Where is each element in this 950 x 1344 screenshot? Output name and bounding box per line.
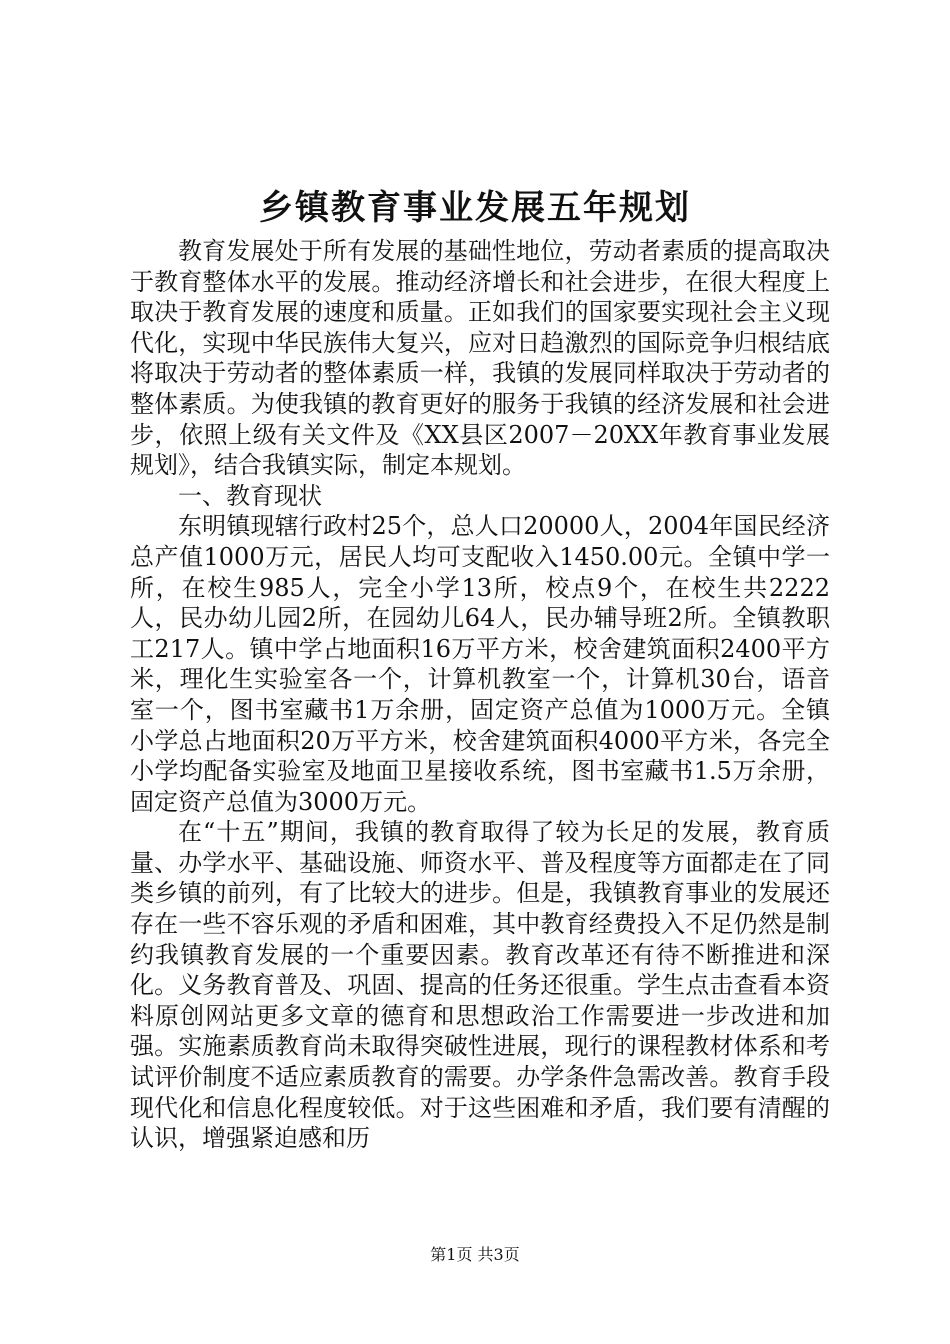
issues-paragraph: 在“十五”期间，我镇的教育取得了较为长足的发展，教育质量、办学水平、基础设施、师资水平、普及程度等方面都走在了同类乡镇的前列，有了比较大的进步。但是，我镇教育事业的发展还存在一些不容乐观的矛盾和困难，其中教育经费投入不足仍然是制约我镇教育发展的一个重要因素。教育改革还有待不断推进和深化。义务教育普及、巩固、提高的任务还很重。学生点击查看本资料原创网站更多文章的德育和思想政治工作需要进一步改进和加强。实施素质教育尚未取得突破性进展，现行的课程教材体系和考试评价制度不适应素质教育的需要。办学条件急需改善。教育手段现代化和信息化程度较低。对于这些困难和矛盾，我们要有清醒的认识，增强紧迫感和历 xyxy=(130,818,830,1153)
document-body xyxy=(130,236,830,1154)
page-number-footer: 第1页 共3页 xyxy=(430,1245,520,1264)
document-title: 乡镇教育事业发展五年规划 xyxy=(259,188,691,228)
status-paragraph: 东明镇现辖行政村25个，总人口20000人，2004年国民经济总产值1000万元，居民人均可支配收入1450.00元。全镇中学一所，在校生985人，完全小学13所，校点9个，在校生共2222人，民办幼儿园2所，在园幼儿64人，民办辅导班2所。全镇教职工217人。镇中学占地面积16万平方米，校舍建筑面积2400平方米，理化生实验室各一个，计算机教室一个，计算机30台，语音室一个，图书室藏书1万余册，固定资产总值为1000万元。全镇小学总占地面积20万平方米，校舍建筑面积4000平方米，各完全小学均配备实验室及地面卫星接收系统，图书室藏书1.5万余册，固定资产总值为3000万元。 xyxy=(130,512,830,816)
intro-paragraph: 教育发展处于所有发展的基础性地位，劳动者素质的提高取决于教育整体水平的发展。推动经济增长和社会进步，在很大程度上取决于教育发展的速度和质量。正如我们的国家要实现社会主义现代化，实现中华民族伟大复兴，应对日趋激烈的国际竞争归根结底将取决于劳动者的整体素质一样，我镇的发展同样取决于劳动者的整体素质。为使我镇的教育更好的服务于我镇的经济发展和社会进步，依照上级有关文件及《XX县区2007－20XX年教育事业发展规划》，结合我镇实际，制定本规划。 xyxy=(130,237,830,480)
section-heading: 一、教育现状 xyxy=(178,481,322,510)
